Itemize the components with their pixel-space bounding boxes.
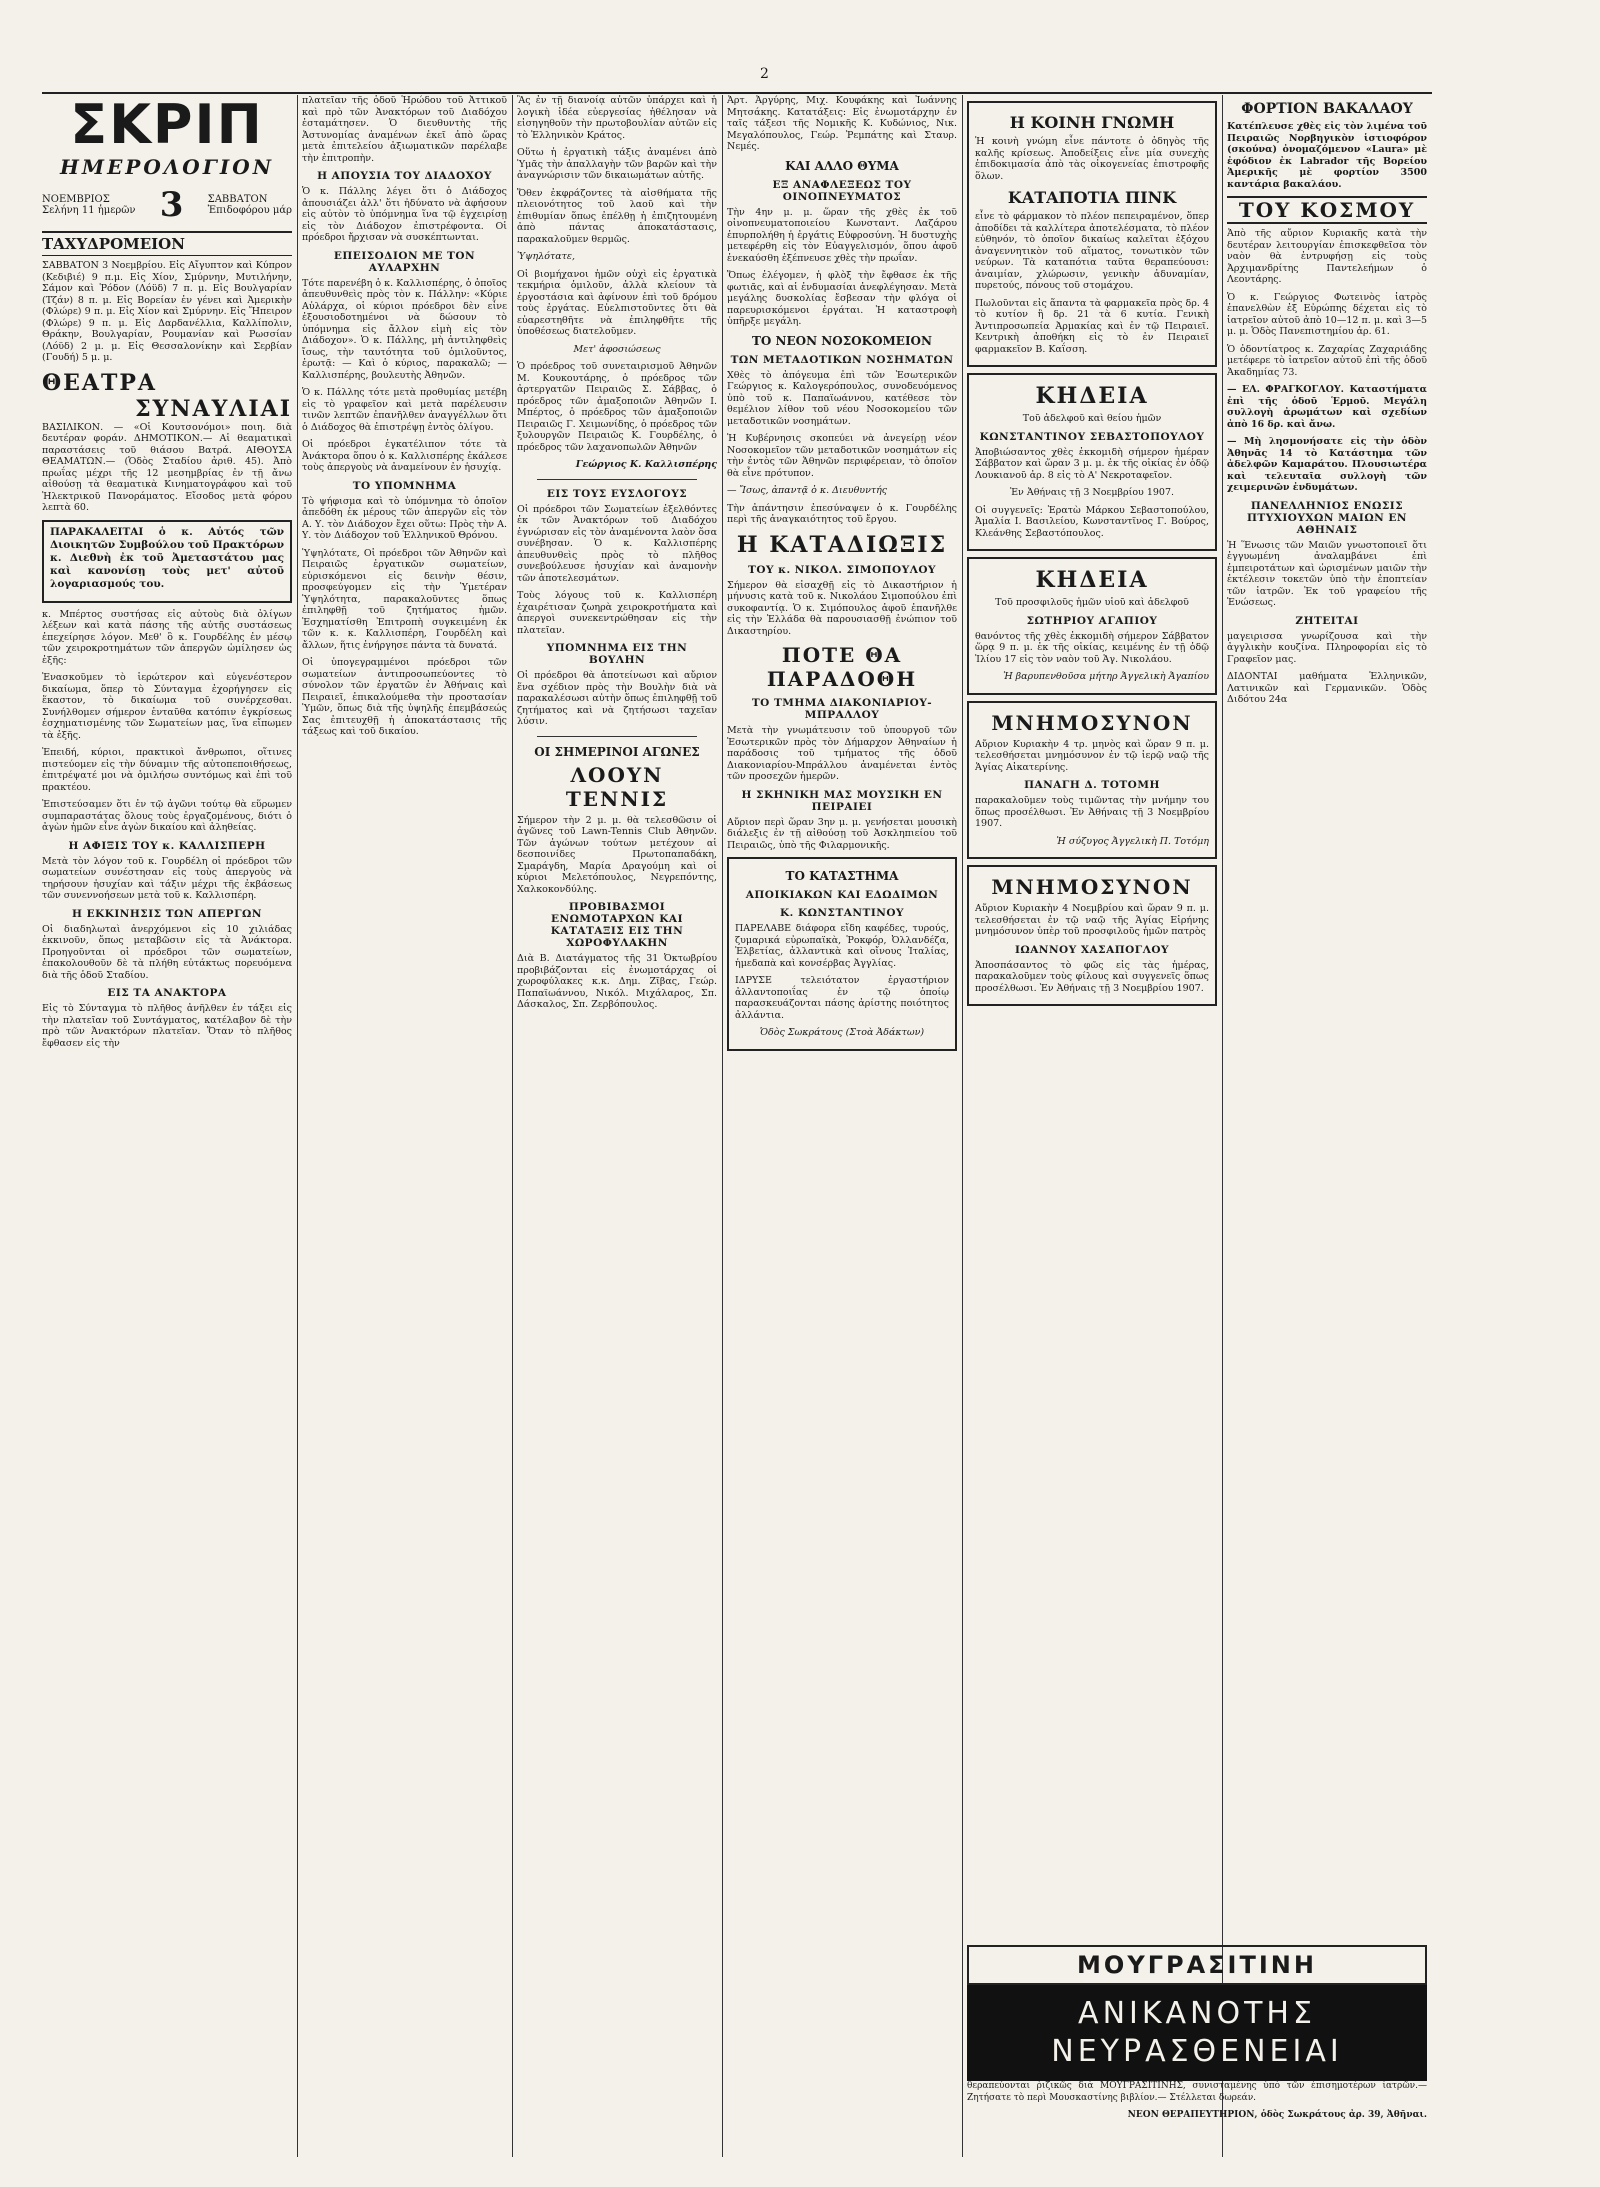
memorial-notice <box>967 701 1217 860</box>
advert-text: ΠΑΡΕΛΑΒΕ διάφορα εἴδη καφέδες, τυρούς, ζυμαρικά εὐρωπαϊκὰ, Ῥοκφόρ, Ὀλλανδέζα, Ἐλβετίας, ἀλλαντικὰ καὶ οἴνους Ἰταλίας, ἡμεδαπὰ καὶ κονσέρβας Ἀγγλίας. <box>735 923 949 969</box>
article-paragraph: Τὸ ψήφισμα καὶ τὸ ὑπόμνημα τὸ ὁποῖον ἀπεδόθη ἐκ μέρους τῶν ἀπεργῶν εἰς τὸν Α. Υ. τὸν Διάδοχον ἔχει οὕτω: Πρὸς τὴν Α. Υ. τὸν Διάδοχον τοῦ Ἑλληνικοῦ Θρόνου. <box>302 495 507 541</box>
column-rule <box>297 95 298 2157</box>
article-paragraph: Οἱ βιομήχανοι ἡμῶν οὐχὶ εἰς ἐργατικὰ τεκμήρια ὁμιλοῦν, ἀλλὰ κλείουν τὰ ἐργοστάσια καὶ ἀφίνουν ἐπὶ τοῦ δρόμου τοὺς ἐργάτας. Εὐελπιστοῦντες ὅτι θὰ εὐαρεστηθῆτε νὰ ἐπιληφθῆτε τῆς ὑποθέσεως διατελοῦμεν. <box>517 268 717 337</box>
article-paragraph: κ. Μπέρτος συστήσας εἰς αὐτοὺς διὰ ὀλίγων λέξεων καὶ κατὰ πάσης τῆς αὐτῆς συστάσεως ἐπεχείρησε λόγον. Μεθ' ὃ κ. Γουρδέλης ἐν μέσῳ τῶν χειροκροτημάτων τῶν ἀπεργῶν ὡμίλησεν ὡς ἑξῆς: <box>42 608 292 666</box>
article-paragraph: Ἡ Ἕνωσις τῶν Μαιῶν γνωστοποιεῖ ὅτι ἐγγυωμένη ἀναλαμβάνει ἐπὶ ἐμπειροτάτων καὶ ὡρισμένων μαιῶν τὴν ἐκτέλεσιν τοκετῶν ὑπὸ τὴν ἐποπτείαν τῶν ἰατρῶν. Ἐκ τοῦ γραφείου τῆς Ἑνώσεως. <box>1227 539 1427 608</box>
article-heading: ΠΟΤΕ ΘΑ ΠΑΡΑΔΟΘΗ <box>766 643 918 691</box>
advert-title: ΤΟ ΚΑΤΑΣΤΗΜΑ <box>785 869 899 883</box>
funeral-notice <box>967 557 1217 695</box>
bottom-advert <box>967 1945 1427 2128</box>
article-paragraph: ΔΙΔΟΝΤΑΙ μαθήματα Ἑλληνικῶν, Λατινικῶν καὶ Γερμανικῶν. Ὁδὸς Διδότου 24α <box>1227 671 1427 705</box>
saint: Ἐπιδοφόρου μάρ <box>207 205 292 216</box>
article-paragraph: Κατέπλευσε χθὲς εἰς τὸν λιμένα τοῦ Πειραιῶς Νορβηγικὸν ἱστιοφόρον (σκούνα) ὀνομαζόμενον «Laura» μὲ ἐφόδιον ἐκ Labrador τῆς Βορείου Ἀμερικῆς μὲ φορτίον 3500 καντάρια βακαλάου. <box>1227 121 1427 190</box>
notice-name: ΠΑΝΑΓΗ Δ. ΤΟΤΟΜΗ <box>1024 779 1160 791</box>
notice-text: Τοῦ προσφιλοῦς ἡμῶν υἱοῦ καὶ ἀδελφοῦ <box>995 597 1189 608</box>
notice-title: ΚΗΔΕΙΑ <box>1035 383 1149 409</box>
column-3 <box>517 95 717 2157</box>
signature: Γεώργιος Κ. Καλλισπέρης <box>575 459 717 470</box>
notice-text: Αὔριον Κυριακὴν 4 Νοεμβρίου καὶ ὥραν 9 π. μ. τελεσθήσεται ἐν τῷ ναῷ τῆς Ἁγίας Εἰρήνης μνημόσυνον ὑπὲρ τοῦ προσφιλοῦς ἡμῶν πατρὸς <box>975 903 1209 937</box>
masthead-subtitle: ΗΜΕΡΟΛΟΓΙΟΝ <box>60 155 274 179</box>
column-rule <box>1222 95 1223 2157</box>
notice-name: ΙΩΑΝΝΟΥ ΧΑΣΑΠΟΓΛΟΥ <box>1014 943 1170 956</box>
article-paragraph: Σήμερον τὴν 2 μ. μ. θὰ τελεσθῶσιν οἱ ἀγῶνες τοῦ Lawn-Tennis Club Ἀθηνῶν. Τῶν ἀγώνων τούτων μετέχουν αἱ δεσποινίδες Πρωτοπαπαδάκη, Σμαράγδη, Μαρία Δραγούμη καὶ οἱ κύριοι Μελετόπουλος, Νεγρεπόντης, Χαλκοκονδύλης. <box>517 814 717 895</box>
section-heading: ΤΟΥ ΚΟΣΜΟΥ <box>1227 196 1427 224</box>
notice-title: ΚΗΔΕΙΑ <box>1035 567 1149 593</box>
advert-brand: ΜΟΥΓΡΑΣΙΤΙΝΗ <box>967 1945 1427 1985</box>
article-heading: ΕΙΣ ΤΟΥΣ ΕΥΣΛΟΓΟΥΣ <box>546 487 688 500</box>
advert-owner: Κ. ΚΩΝΣΤΑΝΤΙΝΟΥ <box>780 907 904 919</box>
article-paragraph: Ὁ ὀδοντίατρος κ. Ζαχαρίας Ζαχαριάδης μετέφερε τὸ ἰατρεῖον αὐτοῦ ἐπὶ τῆς ὁδοῦ Ἀκαδημίας 73. <box>1227 343 1427 378</box>
article-paragraph: Αὔριον περὶ ὥραν 3ην μ. μ. γενήσεται μουσικὴ διάλεξις ἐν τῇ αἰθούσῃ τοῦ Ἀσκληπιείου τοῦ Πειραιῶς, ὑπὸ τῆς Φιλαρμονικῆς. <box>727 816 957 851</box>
article-paragraph: Ἐνασκοῦμεν τὸ ἱερώτερον καὶ εὐγενέστερον δικαίωμα, ὅπερ τὸ Σύνταγμα ἐχορήγησεν εἰς ἕκαστον, τὸ δικαίωμα τοῦ συνέρχεσθαι. Συνήλθομεν σήμερον ἐνταῦθα κατόπιν ἐγκρίσεως ἐσχηματισμένης τῶν Σωματείων μας, ἵνα εἴπωμεν τὰ ἑξῆς. <box>42 672 292 741</box>
article-paragraph: Ὁ κ. Γεώργιος Φωτεινὸς ἰατρὸς ἐπανελθὼν ἐξ Εὐρώπης δέχεται εἰς τὸ ἰατρεῖον αὐτοῦ ἀπὸ 10—12 π. μ. καὶ 3—5 μ. μ. Ὁδὸς Πανεπιστημίου ἀρ. 61. <box>1227 291 1427 337</box>
article-paragraph: Ὁ κ. Πάλλης τότε μετὰ προθυμίας μετέβη εἰς τὸ γραφεῖον καὶ μετὰ παρέλευσιν τινῶν λεπτῶν ἐπανῆλθεν ἀναγγέλλων ὅτι ὁ Διάδοχος θὰ ἐπιστρέψῃ ἐντὸς ὀλίγου. <box>302 387 507 433</box>
notice-signature: Ἡ σύζυγος Ἀγγελικὴ Π. Τοτόμη <box>1056 835 1209 847</box>
notice-date: Ἐν Ἀθήναις τῇ 3 Νοεμβρίου 1907. <box>1009 487 1175 498</box>
article-paragraph: Ἐπιστεύσαμεν ὅτι ἐν τῷ ἀγῶνι τούτῳ θὰ εὕρωμεν συμπαραστάτας ὅλους τοὺς ἐργαζομένους, διότι ὁ ἀγὼν ἡμῶν εἶνε ἀγὼν δικαίου καὶ ἀληθείας. <box>42 799 292 833</box>
article-paragraph: Οἱ διαδηλωταὶ ἀνερχόμενοι εἰς 10 χιλιάδας ἐκκινοῦν, ὅπως μεταβῶσιν εἰς τὰ Ἀνάκτορα. Προηγοῦνται οἱ πρόεδροι τῶν σωματείων, ἐπακολουθοῦν δὲ τὰ πλήθη εὐτάκτως πορευόμενα διὰ τῆς ὁδοῦ Σταδίου. <box>42 923 292 981</box>
column-1 <box>42 95 292 2157</box>
notice-box <box>42 520 292 603</box>
article-paragraph: Ἐπειδή, κύριοι, πρακτικοὶ ἄνθρωποι, οἵτινες πιστεύομεν εἰς τὴν δύναμιν τῆς αὐτοπεποιθήσεως, ἐπιτρέψατέ μοι νὰ ὁμιλήσω συντόμως καὶ ἐπὶ τοῦ πρακτέου. <box>42 747 292 793</box>
article-heading: Η ΚΑΤΑΔΙΩΞΙΣ <box>736 531 948 558</box>
theatre-text: ΒΑΣΙΛΙΚΟΝ. — «Οἱ Κουτσονόμοι» ποιη. διὰ δευτέραν φοράν. ΔΗΜΟΤΙΚΟΝ.— Αἱ θεαματικαὶ παραστάσεις τοῦ θιάσου Βατρά. ΑΙΘΟΥΣΑ ΘΕΑΜΑΤΩΝ.— (Ὁδὸς Σταδίου ἀριθ. 45). Ἀπὸ πρωΐας μέχρι τῆς 12 μεσημβρίας ἐν τῇ ἄνω αἰθούσῃ τὰ θεαματικὰ Κινηματογράφου καὶ τοῦ Ἠλεκτρικοῦ Πανοράματος. Εἴσοδος μετὰ φόρου λεπτὰ 60. <box>42 421 292 513</box>
notice-title: ΜΝΗΜΟΣΥΝΟΝ <box>991 875 1193 899</box>
divider <box>537 479 697 480</box>
letter-salutation: Ὑψηλότατε, <box>517 251 576 262</box>
column-rule <box>512 95 513 2157</box>
article-heading: Η ΑΠΟΥΣΙΑ ΤΟΥ ΔΙΑΔΟΧΟΥ <box>317 170 492 182</box>
article-subheading: ΤΟ ΤΜΗΜΑ ΔΙΑΚΟΝΙΑΡΙΟΥ-ΜΠΡΑΛΛΟΥ <box>751 697 933 721</box>
article-paragraph: πλατεῖαν τῆς ὁδοῦ Ἡρώδου τοῦ Ἀττικοῦ καὶ πρὸ τῶν Ἀνακτόρων τοῦ Διαδόχου ἐσταμάτησεν. Ὁ διευθυντὴς τῆς Ἀστυνομίας ἀναμένων ἐκεῖ ἀπὸ ὥρας μετὰ ἐπιτελείου ἀξιωματικῶν παρέλαβε τὴν ἐπιτροπὴν. <box>302 95 507 164</box>
notice-text: ΠΑΡΑΚΑΛΕΙΤΑΙ ὁ κ. Αὐτός τῶν Διοικητῶν Συμβούλου τοῦ Πρακτόρων κ. Διεθνὴ ἐκ τοῦ Ἀμεταστάτου μας καὶ κανονίσῃ τοὺς μετ' αὐτοῦ λογαριασμούς του. <box>50 525 284 590</box>
advert-slogan-box <box>967 1985 1427 2081</box>
article-heading: Η ΑΦΙΞΙΣ ΤΟΥ κ. ΚΑΛΛΙΣΠΕΡΗ <box>68 839 266 852</box>
article-paragraph: Οἱ πρόεδροι ἐγκατέλιπον τότε τὰ Ἀνάκτορα ὅπου ὁ κ. Καλλισπέρης ἐκάλεσε τοὺς ἀπεργοὺς νὰ ἀναμείνουν ἐν ἡσυχίᾳ. <box>302 439 507 473</box>
letter-closing: Μετ' ἀφοσιώσεως <box>573 343 661 355</box>
memorial-notice <box>967 865 1217 1006</box>
article-paragraph: — ΕΛ. ΦΡΑΓΚΟΓΛΟΥ. Καταστήματα ἐπὶ τῆς ὁδοῦ Ἑρμοῦ. Μεγάλη συλλογὴ ἀρωμάτων καὶ σχεδίων ἀπὸ 16 δρ. καὶ ἄνω. <box>1227 384 1427 430</box>
advert-footer: ΝΕΟΝ ΘΕΡΑΠΕΥΤΗΡΙΟΝ, ὁδὸς Σωκράτους ἀρ. 39, Ἀθῆναι. <box>1127 2110 1427 2120</box>
funeral-notice <box>967 373 1217 551</box>
theatre-heading-2: ΣΥΝΑΥΛΙΑΙ <box>135 395 292 422</box>
article-paragraph: Τότε παρενέβη ὁ κ. Καλλισπέρης, ὁ ὁποῖος ἀπευθυνθεὶς πρὸς τὸν κ. Πάλλην: «Κύριε Αὐλάρχα, οἱ κύριοι πρόεδροι δὲν εἶνε ἐξουσιοδοτημένοι νὰ δώσουν τὸ ὑπόμνημα εἰς ἄλλον εἰμὴ εἰς τὸν Διάδοχον». Ὁ κ. Πάλλης, μὴ ἀντιληφθεὶς ἴσως, τὴν ταυτότητα τοῦ ὁμιλοῦντος, ἐρωτᾷ: — Καὶ ὁ κύριος, παρακαλῶ; — Καλλισπέρης, βουλευτὴς Ἀθηνῶν. <box>302 277 507 381</box>
post-text: ΣΑΒΒΑΤΟΝ 3 Νοεμβρίου. Εἰς Αἴγυπτον καὶ Κύπρον (Κεδιβιέ) 9 π.μ. Εἰς Χίον, Σμύρνην, Μυτιλήνην, Σάμον καὶ Ῥόδον (Λόϋδ) 7 π. μ. Εἰς Βουλγαρίαν (Τζάν) 8 π. μ. Εἰς Βορείαν ἐν γένει καὶ Ἀμερικὴν (Φλώρε) 9 π. μ. Εἰς Χίον καὶ Σμύρνην. Εἰς Ἤπειρον (Φλώρε) 9 π. μ. Εἰς Δαρδανέλλια, Καλλίπολιν, Θράκην, Βουλγαρίαν, Ρουμανίαν καὶ Ρωσσίαν (Λόϋδ) 2 μ. μ. Εἰς Θεσσαλονίκην καὶ Σερβίαν (Γουδή) 5 μ. μ. <box>42 260 292 363</box>
column-5 <box>967 95 1217 2157</box>
article-paragraph: Τὴν ἀπάντησιν ἐπεσύναψεν ὁ κ. Γουρδέλης περὶ τῆς ἀναγκαιότητος τοῦ ἔργου. <box>727 502 957 525</box>
masthead-title: ΣΚΡΙΠ <box>70 95 264 156</box>
article-paragraph: Χθὲς τὸ ἀπόγευμα ἐπὶ τῶν Ἐσωτερικῶν Γεώργιος κ. Καλογερόπουλος, συνοδευόμενος ὑπὸ τοῦ κ. Παπαϊωάννου, κατέθεσε τὸν θεμέλιον λίθον τοῦ νέου Νοσοκομείου τῶν μεταδοτικῶν νοσημάτων. <box>727 369 957 427</box>
moon: Σελήνη 11 ἡμερῶν <box>42 205 136 216</box>
column-6 <box>1227 95 1427 1937</box>
article-paragraph: Τοὺς λόγους τοῦ κ. Καλλισπέρη ἐχαιρέτισαν ζωηρὰ χειροκροτήματα καὶ ἀπεργοὶ συνεκεντρώθησαν εἰς τὴν πλατεῖαν. <box>517 590 717 636</box>
advert-title: Η ΚΟΙΝΗ ΓΝΩΜΗ <box>1009 113 1175 132</box>
article-subheading: ΤΟΥ κ. ΝΙΚΟΛ. ΣΙΜΟΠΟΥΛΟΥ <box>748 563 936 576</box>
article-paragraph: Σήμερον θὰ εἰσαχθῇ εἰς τὸ Δικαστήριον ἡ μήνυσις κατὰ τοῦ κ. Νικολάου Σιμοπούλου ἐπὶ συκοφαντίᾳ. Ὁ κ. Σιμόπουλος ἀφοῦ ἐπανῆλθε εἰς τὴν Ἑλλάδα θὰ παρουσιασθῇ ἐνώπιον τοῦ Δικαστηρίου. <box>727 579 957 637</box>
article-paragraph: Εἰς τὸ Σύνταγμα τὸ πλῆθος ἀνῆλθεν ἐν τάξει εἰς τὴν πλατεῖαν τοῦ Συντάγματος, κατέλαβον δὲ τὴν πρὸ τῶν Ἀνακτόρων πλατεῖαν. Ὅταν τὸ πλῆθος ἔφθασεν εἰς τὴν <box>42 1003 292 1049</box>
article-paragraph: Μετὰ τὴν γνωμάτευσιν τοῦ ὑπουργοῦ τῶν Ἐσωτερικῶν πρὸς τὸν Δήμαρχον Ἀθηναίων ἡ παράδοσις τοῦ τμήματος τῆς ὁδοῦ Διακονιαρίου-Μπράλλου ἀναμένεται ἐντὸς τῶν προσεχῶν ἡμερῶν. <box>727 725 957 782</box>
article-paragraph: Οὕτω ἡ ἐργατικὴ τάξις ἀναμένει ἀπὸ Ὑμᾶς τὴν ἀπαλλαγὴν τῶν βαρῶν καὶ τὴν ἀναγνώρισιν τῶν δικαιωμάτων αὐτῆς. <box>517 147 717 181</box>
article-heading: Η ΣΚΗΝΙΚΗ ΜΑΣ ΜΟΥΣΙΚΗ ΕΝ ΠΕΙΡΑΙΕΙ <box>741 788 943 813</box>
article-heading: ΚΑΙ ΑΛΛΟ ΘΥΜΑ <box>785 158 899 173</box>
article-paragraph: Ἡ Κυβέρνησις σκοπεύει νὰ ἀνεγείρῃ νέον Νοσοκομεῖον τῶν μεταδοτικῶν νοσημάτων εἰς τὴν ἐντὸς τῶν Ἀθηνῶν περιφέρειαν, τὸ ὁποῖον θὰ εἶνε πρότυπον. <box>727 433 957 479</box>
article-heading: ΖΗΤΕΙΤΑΙ <box>1295 614 1359 627</box>
article-subheading: ΤΩΝ ΜΕΤΑΔΟΤΙΚΩΝ ΝΟΣΗΜΑΤΩΝ <box>730 353 954 366</box>
article-paragraph: Οἱ πρόεδροι θὰ ἀποτείνωσι καὶ αὔριον ἕνα σχέδιον πρὸς τὴν Βουλὴν διὰ νὰ παρακαλέσωσι αὐτὴν ὅπως ἐπιληφθῇ τοῦ ζητήματος καὶ νὰ ζητήσωσι ταχεῖαν λύσιν. <box>517 670 717 727</box>
notice-text: Οἱ συγγενεῖς: Ἑρατὼ Μάρκου Σεβαστοπούλου, Ἀμαλία Ι. Βασιλείου, Κωνσταντῖνος Γ. Βούρος, Κλεάνθης Σεβαστόπουλος. <box>975 504 1209 539</box>
article-subheading: ΕΞ ΑΝΑΦΛΕΞΕΩΣ ΤΟΥ ΟΙΝΟΠΝΕΥΜΑΤΟΣ <box>772 178 912 203</box>
article-heading: ΤΟ ΝΕΟΝ ΝΟΣΟΚΟΜΕΙΟΝ <box>752 333 932 348</box>
notice-signature: Ἡ βαρυπενθοῦσα μήτηρ Ἀγγελικὴ Ἀγαπίου <box>1003 671 1209 682</box>
article-heading: ΠΑΝΕΛΛΗΝΙΟΣ ΕΝΩΣΙΣ ΠΤΥΧΙΟΥΧΩΝ ΜΑΙΩΝ ΕΝ ΑΘΗΝΑΙΣ <box>1246 499 1408 536</box>
divider <box>537 736 697 737</box>
advert-subtitle: ΑΠΟΙΚΙΑΚΩΝ ΚΑΙ ΕΔΩΔΙΜΩΝ <box>745 889 939 901</box>
article-heading: ΕΙΣ ΤΑ ΑΝΑΚΤΟΡΑ <box>107 987 227 999</box>
article-paragraph: Οἱ πρόεδροι τῶν Σωματείων ἐξελθόντες ἐκ τῶν Ἀνακτόρων τοῦ Διαδόχου ἐγνώρισαν εἰς τὸν ἀναμένοντα λαὸν ὅσα συνέβησαν. Ὁ κ. Καλλισπέρης ἀπευθυνθεὶς πρὸς τὸ πλῆθος συνεβούλευσε ἡσυχίαν καὶ ἀναμονὴν τῶν ἀποτελεσμάτων. <box>517 503 717 584</box>
article-paragraph: — Ἴσως, ἀπαντᾷ ὁ κ. Διευθυντής <box>727 485 888 496</box>
article-heading: ΥΠΟΜΝΗΜΑ ΕΙΣ ΤΗΝ ΒΟΥΛΗΝ <box>546 642 688 666</box>
advert-slogan-1: ΑΝΙΚΑΝΟΤΗΣ <box>1078 1996 1316 2031</box>
games-subheading: ΛΟΟΥΝ ΤΕΝΝΙΣ <box>565 762 669 811</box>
advert-text: ΙΔΡΥΣΕ τελειότατον ἐργαστήριον ἀλλαντοποιΐας ἐν τῷ ὁποίῳ παρασκευάζονται πάσης ἀρίστης ποιότητος ἀλλάντια. <box>735 975 949 1021</box>
article-paragraph: Ἀρτ. Ἀργύρης, Μιχ. Κουφάκης καὶ Ἰωάννης Μητσάκης. Κατατάξεις: Εἰς ἐνωμοτάρχην ἐν ταῖς τάξεσι τῆς Νομικῆς Κ. Κυδώνιος, Νικ. Μεγαλόπουλος, Γεώρ. Ῥεμπάτης καὶ Σταυρ. Νεμές. <box>727 95 957 152</box>
article-heading: Η ΕΚΚΙΝΗΣΙΣ ΤΩΝ ΑΠΕΡΓΩΝ <box>72 907 262 920</box>
notice-name: ΣΩΤΗΡΙΟΥ ΑΓΑΠΙΟΥ <box>1026 614 1158 627</box>
article-paragraph: Ὅθεν ἐκφράζοντες τὰ αἰσθήματα τῆς πλειονότητος τοῦ λαοῦ καὶ τὴν ἐπιθυμίαν ὅπως ἐπέλθῃ ἡ ἐπιζητουμένη ἀπὸ πάντας ἀποκατάστασις, παρακαλοῦμεν θερμῶς. <box>517 187 717 245</box>
top-rule <box>42 92 1432 94</box>
page-number: 2 <box>760 66 772 82</box>
day-number: 3 <box>159 185 184 225</box>
article-paragraph: — Μὴ λησμονήσατε εἰς τὴν ὁδὸν Ἀθηνᾶς 14 τὸ Κατάστημα τῶν ἀδελφῶν Καμαράτου. Πλουσιωτέρα καὶ τελευταῖα συλλογὴ τῶν χειμερινῶν ἐνδυμάτων. <box>1227 436 1427 493</box>
theatre-heading-1: ΘΕΑΤΡΑ <box>42 369 157 396</box>
notice-text: Τοῦ ἀδελφοῦ καὶ θείου ἡμῶν <box>1022 413 1162 424</box>
article-heading: ΤΟ ΥΠΟΜΝΗΜΑ <box>352 479 457 492</box>
column-2 <box>302 95 507 2157</box>
article-paragraph: Μετὰ τὸν λόγον τοῦ κ. Γουρδέλη οἱ πρόεδροι τῶν σωματείων συνέστησαν εἰς τοὺς ἀπεργοὺς νὰ τηρήσουν ἡσυχίαν καὶ τάξιν μέχρι τῆς ἐκβάσεως τῶν συνεννοήσεων μετὰ τοῦ κ. Καλλισπέρη. <box>42 855 292 901</box>
notice-title: ΜΝΗΜΟΣΥΝΟΝ <box>991 710 1193 735</box>
games-heading: ΟΙ ΣΗΜΕΡΙΝΟΙ ΑΓΩΝΕΣ <box>534 744 700 759</box>
article-paragraph: Τὴν 4ην μ. μ. ὥραν τῆς χθὲς ἐκ τοῦ οἰνοπνευματοποιείου Κωνσταντ. Λαζάρου ἐπυρπολήθη ἡ ἐργάτις Εὐφροσύνη. Ἡ δυστυχὴς μετεφέρθη εἰς τὸν Εὐαγγελισμόν, ὅπου ἀφοῦ ἐνεκαύσθη ἐξέπνευσε χθὲς τὴν πρωΐαν. <box>727 206 957 264</box>
article-paragraph: Ὑψηλότατε, Οἱ πρόεδροι τῶν Ἀθηνῶν καὶ Πειραιῶς ἐργατικῶν σωματείων, εὑρισκόμενοι εἰς δεινὴν θέσιν, προσφεύγομεν εἰς τὴν Ὑμετέραν Ὑψηλότητα, παρακαλοῦντες ὅπως ἐπιληφθῇ τοῦ ζητήματος ἡμῶν. Ἐσχηματίσθη Ἐπιτροπὴ συγκειμένη ἐκ τῶν κ. κ. Καλλισπέρη, Γουρδέλη καὶ ἄλλων, ἥτις ἐνήργησε πάντα τὰ δυνατά. <box>302 547 507 651</box>
notice-text: Ἀποσπάσαντος τὸ φῶς εἰς τὰς ἡμέρας, παρακαλοῦμεν τοὺς φίλους καὶ συγγενεῖς ὅπως προσέλθωσι. Ἐν Ἀθήναις τῇ 3 Νοεμβρίου 1907. <box>975 959 1209 994</box>
column-rule <box>962 95 963 2157</box>
notice-text: Αὔριον Κυριακὴν 4 τρ. μηνὸς καὶ ὥραν 9 π. μ. τελεσθήσεται μνημόσυνον ἐν τῷ ἱερῷ ναῷ τῆς Ἁγίας Αἰκατερίνης. <box>975 738 1209 773</box>
article-paragraph: μαγειρισσα γνωρίζουσα καὶ τὴν ἀγγλικὴν κουζίνα. Πληροφορίαι εἰς τὸ Γραφεῖον μας. <box>1227 630 1427 665</box>
notice-text: Ἀποβιώσαντος χθὲς ἐκκομιδὴ σήμερον ἡμέραν Σάββατον καὶ ὥραν 3 μ. μ. ἐκ τῆς οἰκίας ἐν ὁδῷ Λουκιανοῦ ἀρ. 8 εἰς τὸ Α' Νεκροταφεῖον. <box>975 446 1209 481</box>
advert-text: Πωλοῦνται εἰς ἅπαντα τὰ φαρμακεῖα πρὸς δρ. 4 τὸ κυτίον ἢ δρ. 21 τὰ 6 κυτία. Γενικὴ Ἀντιπροσωπεία Ἀρμακίας καὶ ἐν τῷ Πειραιεῖ. Κεντρικὴ ἀποθήκη εἰς τὸ ἐν Πειραιεῖ φαρμακεῖον Β. Καΐσση. <box>975 297 1209 355</box>
advert-address: Ὁδὸς Σωκράτους (Στοὰ Ἀδάκτων) <box>759 1027 925 1038</box>
pink-pills-advert <box>967 101 1217 367</box>
article-heading: ΦΟΡΤΙΟΝ ΒΑΚΑΛΑΟΥ <box>1241 101 1413 117</box>
shop-advert <box>727 857 957 1051</box>
column-4 <box>727 95 957 2157</box>
weekday: ΣΑΒΒΑΤΟΝ <box>207 194 268 205</box>
article-paragraph: Ὁ πρόεδρος τοῦ συνεταιρισμοῦ Ἀθηνῶν Μ. Κουκουτάρης, ὁ πρόεδρος τῶν ἀρτεργατῶν Πειραιῶς Σ. Σάββας, ὁ πρόεδρος τῶν ἀμαξοποιῶν Ἀθηνῶν Ι. Μπέρτος, ὁ πρόεδρος τῶν ἀμαξοποιῶν Πειραιῶς Γ. Χειμωνίδης, ὁ πρόεδρος τῶν ξυλουργῶν Πειραιῶς Κ. Γουρδέλης, ὁ πρόεδρος τῶν λαχανοπωλῶν Ἀθηνῶν <box>517 361 717 453</box>
advert-text: θεραπεύονται ῥιζικῶς διὰ ΜΟΥΓΡΑΣΙΤΙΝΗΣ, συνισταμένης ὑπὸ τῶν ἐπισημοτέρων ἰατρῶν.— Ζητήσατε τὸ περὶ Μουσκαστίνης βιβλίον.— Στέλλεται δωρεάν. <box>967 2081 1427 2103</box>
article-paragraph: Ἂς ἐν τῇ διανοίᾳ αὐτῶν ὑπάρχει καὶ ἡ λογικὴ ἰδέα εὐεργεσίας ἠθέλησαν νὰ εἰσηγηθοῦν τὴν πρωτοβουλίαν αὐτῶν εἰς τὸ Ἑλληνικὸν Κράτος. <box>517 95 717 141</box>
advert-title: ΚΑΤΑΠΟΤΙΑ ΠΙΝΚ <box>1007 188 1177 207</box>
month: ΝΟΕΜΒΡΙΟΣ <box>42 194 110 205</box>
advert-text: εἶνε τὸ φάρμακον τὸ πλέον πεπειραμένον, ὅπερ ἀποδίδει τὰ καλλίτερα ἀποτελέσματα, τὸ πλέον εὐθηνόν, τὸ ὁποῖον δικαίως καλεῖται ἐξόχου ἀναγεννητικὸν τοῦ αἵματος, τονωτικὸν τῶν νεύρων. Τὰ καταπότια ταῦτα θεραπεύουσι: ἀναιμίαν, χλώρωσιν, γενικὴν ἀδυναμίαν, πυρετούς, πόνους τοῦ στομάχου. <box>975 211 1209 291</box>
article-paragraph: Ὁ κ. Πάλλης λέγει ὅτι ὁ Διάδοχος ἀπουσιάζει ἀλλ' ὅτι ἠδύνατο νὰ ἀφήσουν εἰς αὐτὸν τὸ ὑπόμνημα ἵνα τῷ ἐγχειρίσῃ εἰς τὸν Διάδοχον ἐπιστρέφοντα. Οἱ πρόεδροι ἤρχισαν νὰ συσκέπτωνται. <box>302 186 507 243</box>
advert-slogan-2: ΝΕΥΡΑΣΘΕΝΕΙΑΙ <box>1051 2034 1343 2069</box>
dateline <box>42 185 292 225</box>
notice-text: παρακαλοῦμεν τοὺς τιμῶντας τὴν μνήμην του ὅπως προσέλθωσι. Ἐν Ἀθήναις τῇ 3 Νοεμβρίου 1907. <box>975 795 1209 829</box>
article-paragraph: Ὅπως ἐλέγομεν, ἡ φλὸξ τὴν ἔφθασε ἐκ τῆς φωτιᾶς, καὶ αἱ ἐνδυμασίαι ἀνεφλέγησαν. Μετὰ μεγάλης δυσκολίας ἔσβεσαν τὴν φλόγα οἱ παρευρισκόμενοι ἐργάται. Ἡ καταστροφὴ ὑπῆρξε μεγάλη. <box>727 270 957 327</box>
article-paragraph: Διὰ Β. Διατάγματος τῆς 31 Ὀκτωβρίου προβιβάζονται εἰς ἐνωμοτάρχας οἱ χωροφύλακες κ.κ. Δημ. Ζῖβας, Γεώρ. Παπαϊωάννου, Νικόλ. Μιχάλαρος, Σπ. Δάσκαλος, Σπ. Ζερβόπουλος. <box>517 953 717 1010</box>
notice-name: ΚΩΝΣΤΑΝΤΙΝΟΥ ΣΕΒΑΣΤΟΠΟΥΛΟΥ <box>979 430 1205 443</box>
column-rule <box>722 95 723 2157</box>
post-heading: ΤΑΧΥΔΡΟΜΕΙΟΝ <box>42 231 292 256</box>
article-heading: ΕΠΕΙΣΟΔΙΟΝ ΜΕ ΤΟΝ ΑΥΛΑΡΧΗΝ <box>333 249 476 274</box>
article-paragraph: Οἱ ὑπογεγραμμένοι πρόεδροι τῶν σωματείων ἀντιπροσωπεύοντες τὸ σύνολον τῶν ἐργατῶν ἐν Ἀθήναις καὶ Πειραιεῖ, ἐπικαλούμεθα τὴν προστασίαν Ὑμῶν, ὅπως διὰ τῆς ὑψηλῆς ἐπεμβάσεώς Σας ἐπιτευχθῇ ἡ ἀποκατάστασις τῆς τάξεως καὶ τοῦ δικαίου. <box>302 657 507 737</box>
notice-text: θανόντος τῆς χθὲς ἐκκομιδὴ σήμερον Σάββατον ὥρᾳ 9 π. μ. ἐκ τῆς οἰκίας, κειμένης ἐν τῇ ὁδῷ Ἰλίου 17 εἰς τὸν ναὸν τοῦ Ἁγ. Νικολάου. <box>975 630 1209 665</box>
article-paragraph: Ἀπὸ τῆς αὔριον Κυριακῆς κατὰ τὴν δευτέραν λειτουργίαν ἐπισκεφθεῖσα τὸν ναὸν θὰ ἐντρυφήσῃ εἰς τοὺς Ἀρχιμανδρίτης Παντελεήμων ὁ Λεοντάρης. <box>1227 228 1427 285</box>
article-heading: ΠΡΟΒΙΒΑΣΜΟΙ ΕΝΩΜΟΤΑΡΧΩΝ ΚΑΙ ΚΑΤΑΤΑΞΙΣ ΕΙΣ ΤΗΝ ΧΩΡΟΦΥΛΑΚΗΝ <box>550 901 684 949</box>
advert-text: Ἡ κοινὴ γνώμη εἶνε πάντοτε ὁ ὁδηγὸς τῆς καλῆς κρίσεως. Ἀποδείξεις εἶνε μία συνεχὴς ἐπιδοκιμασία ἀπὸ τὰς οἰκογενείας ἐπιστροφῆς ὅλων. <box>975 136 1209 182</box>
